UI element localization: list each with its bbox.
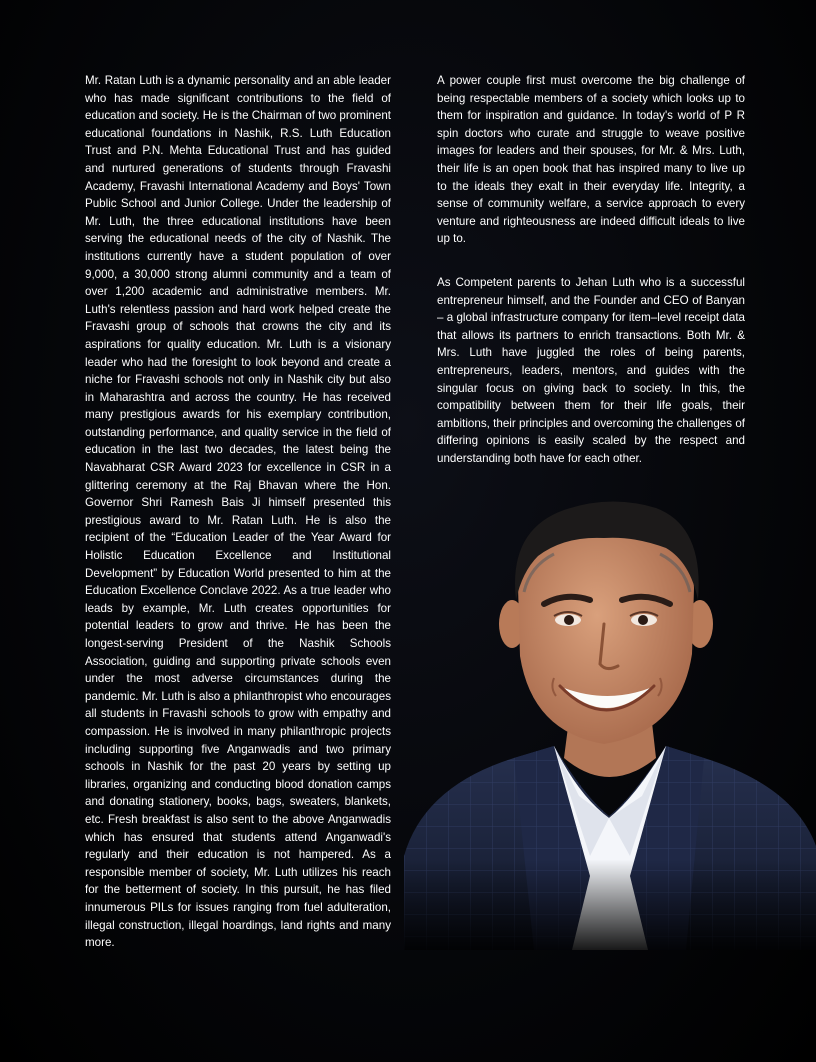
right-paragraph-1: A power couple first must overcome the big challenge of being respectable members of a society which looks up to them for inspiration and guidance. In today's world of P R spin doctors who curate and struggle to weave positive images for leaders and their spouses, for Mr. & Mrs. Luth, their life is an open book that has inspired many to live up to the ideals they exalt in their everyday life. Integrity, a sense of community welfare, a service approach to every venture and righteousness are indeed difficult ideals to live up to. (437, 74, 745, 246)
portrait-illustration (404, 496, 816, 950)
left-text-column (85, 72, 391, 952)
portrait-photo (404, 496, 816, 950)
right-text-column (437, 72, 745, 467)
left-paragraph-1: Mr. Ratan Luth is a dynamic personality and an able leader who has made significant contributions to the field of education and society. He is the Chairman of two prominent educational foundations in Nashik, R.S. Luth Education Trust and P.N. Mehta Educational Trust and has guided and nurtured generations of students through Fravashi Academy, Fravashi International Academy and Boys' Town Public School and Junior College. Under the leadership of Mr. Luth, the three educational institutions have been serving the educational needs of the city of Nashik. The institutions currently have a student population of over 9,000, a 30,000 strong alumni community and a team of over 1,200 academic and administrative members. Mr. Luth's relentless passion and hard work helped create the Fravashi group of schools that crowns the city and its aspirations for quality education. Mr. Luth is a visionary leader who had the foresight to look beyond and create a niche for Fravashi schools not only in Nashik city but also in Maharashtra and across the country. He has received many prestigious awards for his exemplary contribution, outstanding performance, and quality service in the field of education in the last two decades, the latest being the Navabharat CSR Award 2023 for excellence in CSR in a glittering ceremony at the Raj Bhavan where the Hon. Governor Shri Ramesh Bais Ji himself presented this prestigious award to Mr. Ratan Luth. He is also the recipient of the “Education Leader of the Year Award for Holistic Education Excellence and Institutional Development” by Education World presented to him at the Education Excellence Conclave 2022. As a true leader who leads by example, Mr. Luth creates opportunities for potential leaders to grow and thrive. He has been the longest-serving President of the Nashik Schools Association, guiding and supporting private schools even under the most adverse circumstances during the pandemic. Mr. Luth is also a philanthropist who encourages all students in Fravashi schools to grow with empathy and compassion. He is involved in many philanthropic projects including supporting five Anganwadis and two primary schools in Nashik for the past 20 years by setting up libraries, organizing and conducting blood donation camps and donating stationery, books, bags, sweaters, blankets, etc. Fresh breakfast is also sent to the above Anganwadis which has ensured that students attend Anganwadi's regularly and their education is not hampered. As a responsible member of society, Mr. Luth utilizes his reach for the betterment of society. In this pursuit, he has filed innumerous PILs for issues ranging from fuel adulteration, illegal construction, illegal hoardings, land rights and many more. (85, 74, 391, 950)
right-paragraph-2: As Competent parents to Jehan Luth who is a successful entrepreneur himself, and the Founder and CEO of Banyan – a global infrastructure company for item–level receipt data that allows its partners to enrich transactions. Both Mr. & Mrs. Luth have juggled the roles of being parents, entrepreneurs, leaders, mentors, and guides with the singular focus on giving back to society. In this, the compatibility between them for their life goals, their ambitions, their principles and overcoming the challenges of differing opinions is easily scaled by the respect and understanding both have for each other. (437, 275, 745, 465)
